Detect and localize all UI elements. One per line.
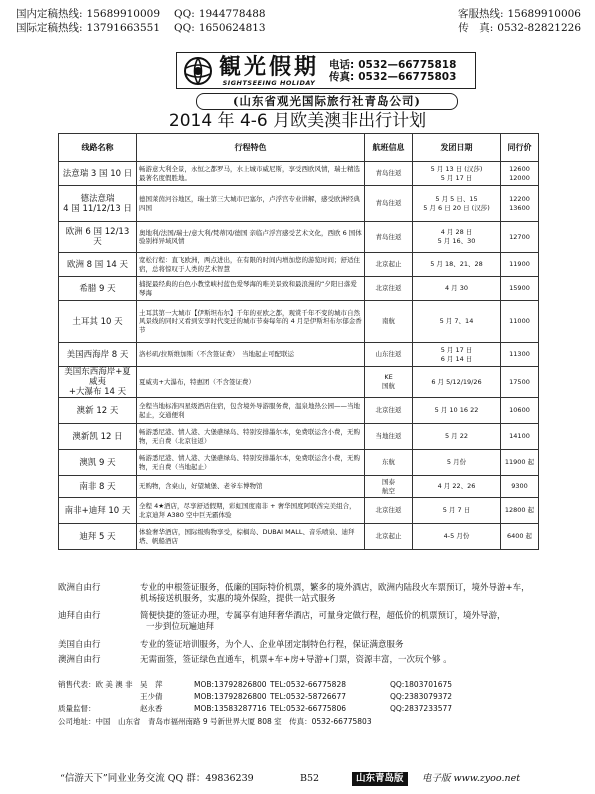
cell-line: 5 月份 [446, 458, 467, 466]
price-cell [501, 524, 539, 550]
contact-name: 王少倩 [140, 692, 163, 701]
route-name-cell [59, 253, 137, 277]
cell-line: 当地往返 [375, 432, 402, 440]
route-name-cell [59, 398, 137, 424]
price-cell [501, 424, 539, 450]
cell-line: 12200 [509, 194, 530, 203]
cell-line: 全程 4★酒店，尽享舒适假期，彩虹国度南非 + 奢华国度阿联酋完美组合，北京迪拜 A380 空中巨无霸体验 [139, 502, 356, 519]
feature-cell [137, 222, 365, 253]
cell-line: 法意瑞 3 国 10 日 [62, 168, 133, 179]
flight-cell [365, 222, 413, 253]
dates-cell [413, 186, 501, 222]
flight-cell [365, 398, 413, 424]
price-cell [501, 222, 539, 253]
fax-line [458, 22, 581, 35]
cell-line: 国泰 [382, 477, 395, 486]
cell-line: 宽松行程：直飞欧洲，两点进出，在有限的时间内增加您的游览时间；舒适住宿，总将惊叹于人类的艺术智慧 [139, 256, 360, 273]
column-header-dates: 发团日期 [413, 134, 501, 162]
cell-line: KE [384, 373, 393, 381]
fax-line-label: 传 真: [458, 22, 494, 34]
service-text-continued: 一步到位玩遍迪拜 [146, 622, 215, 632]
cell-line: 4 月 22、26 [437, 482, 476, 490]
contact-tel: TEL:0532-66775806 [270, 704, 346, 713]
table-row [59, 253, 539, 277]
international-hotline-label: 国际定稿热线: [16, 22, 83, 34]
brand-fax: 0532—66775803 [358, 70, 457, 83]
brand-contact [329, 59, 456, 83]
route-name-cell [59, 498, 137, 524]
table-row [59, 277, 539, 301]
page-footer [60, 772, 540, 786]
cell-line: 畅游悉尼港、情人港、大堡礁绿岛、特别安排墨尔本，免费联运含小费，无购物，无自费（当地起止） [139, 454, 360, 471]
contact-row [58, 679, 538, 691]
table-row [59, 301, 539, 343]
cell-line: 5 月 5 日、15 [435, 194, 478, 203]
cell-line: 欧洲 8 国 14 天 [66, 259, 129, 270]
brand-name-en: SIGHTSEEING HOLIDAY [222, 78, 316, 87]
dates-cell [413, 424, 501, 450]
cell-line: 11300 [509, 350, 530, 358]
flight-cell [365, 450, 413, 476]
table-row [59, 498, 539, 524]
cell-line: 4 月 28 日 [440, 228, 473, 236]
table-row [59, 162, 539, 186]
cell-line: 捕捉最经典的白色小教堂峡村蓝色爱琴海的唯美景致和最浪漫的“夕阳日落爱琴海 [139, 280, 357, 297]
cell-line: 4-5 月份 [443, 532, 470, 540]
cell-line: 土耳其第一大城市【伊斯坦布尔】千年的亚欧之都，观赏千年不变的城市自然风景线的同时又看到安享时代变迁的城市节奏每年的 4 月是伊斯坦布尔郁金香节 [139, 308, 362, 334]
cell-line: 5 月 17 日 [440, 345, 473, 354]
dates-cell [413, 343, 501, 367]
cell-line: 10600 [509, 406, 530, 414]
contact-row [58, 691, 538, 703]
table-body [59, 162, 539, 550]
table-row [59, 524, 539, 550]
dates-cell [413, 450, 501, 476]
feature-cell [137, 398, 365, 424]
domestic-qq: 1944778488 [198, 8, 266, 20]
feature-cell [137, 424, 365, 450]
price-cell [501, 343, 539, 367]
cell-line: 北京往返 [375, 506, 402, 514]
cell-line: 6 月 5/12/19/26 [431, 377, 482, 386]
contact-mobile: MOB:13583287716 [194, 704, 267, 713]
fax-line-number: 0532-82821226 [497, 22, 581, 34]
feature-cell [137, 343, 365, 367]
brand-logo-box [176, 52, 476, 89]
international-hotline-phone: 13791663551 [86, 22, 161, 34]
cell-line: 澳新 12 天 [76, 405, 119, 416]
cell-line: 15900 [509, 284, 530, 292]
table-row [59, 398, 539, 424]
service-text: 专业的签证培训服务，为个人、企业单团定制特色行程，保证满意服务 [140, 640, 404, 650]
price-cell [501, 162, 539, 186]
cell-line: 畅游意大利全景，永恒之都罗马，水上城市威尼斯，享受西欧风情，瑞士精选最著名度假胜地。 [139, 165, 360, 182]
flight-cell [365, 253, 413, 277]
cell-line: 9300 [511, 482, 528, 490]
flight-cell [365, 524, 413, 550]
table-row [59, 424, 539, 450]
contact-mobile: MOB:13792826800 [194, 692, 267, 701]
price-cell [501, 367, 539, 398]
dates-cell [413, 367, 501, 398]
brand-fax-label: 传真: [329, 70, 355, 83]
cell-line: 澳凯 9 天 [79, 457, 116, 468]
price-cell [501, 277, 539, 301]
feature-cell [137, 450, 365, 476]
price-cell [501, 498, 539, 524]
cell-line: 12700 [509, 232, 530, 241]
brand-name-cn: 観光假期 [219, 53, 320, 80]
cell-line: 希腊 9 天 [79, 283, 116, 294]
cell-line: 南非+迪拜 10 天 [64, 505, 131, 516]
price-cell [501, 301, 539, 343]
footer-qq-group: “信游天下”同业业务交流 QQ 群：49836239 [60, 773, 254, 784]
contact-name: 吴 萍 [140, 680, 163, 689]
feature-cell [137, 498, 365, 524]
cell-line: 全程当地标准四星级酒店住宿，包含境外导游服务费，温泉地热公园——当地起止，交通便利 [139, 402, 360, 419]
cell-line: 4 月 30 [444, 284, 469, 292]
route-name-cell [59, 476, 137, 498]
service-text: 专业的申根签证服务，低廉的国际特价机票，繁多的境外酒店，欧洲内陆段火车票预订，境外导游+车，机场接送机服务，实惠的境外保险，提供一站式服务 [140, 583, 530, 604]
table-row [59, 186, 539, 222]
dates-cell [413, 398, 501, 424]
route-name-cell [59, 343, 137, 367]
route-name-cell [59, 222, 137, 253]
service-text: 无需面签，签证绿色直通车，机票+车+房+导游+门票，资源丰富，一次玩个够 。 [140, 655, 452, 665]
cell-line: 航空 [382, 486, 395, 495]
cell-line: 12000 [509, 173, 530, 182]
column-header-feature: 行程特色 [137, 134, 365, 162]
cell-line: 12600 [509, 164, 530, 173]
service-label: 迪拜自由行 [58, 611, 101, 621]
cell-line: 11900 [509, 260, 530, 268]
dates-cell [413, 524, 501, 550]
cell-line: 美国东西海岸+夏威夷 [64, 367, 131, 387]
route-name-cell [59, 301, 137, 343]
contact-name: 赵永香 [140, 704, 163, 713]
footer-edition-badge: 山东青岛版 [352, 772, 408, 786]
price-cell [501, 253, 539, 277]
contact-block [58, 679, 538, 728]
contact-tel: TEL:0532-66775828 [270, 680, 346, 689]
price-cell [501, 398, 539, 424]
flight-cell [365, 277, 413, 301]
dates-cell [413, 277, 501, 301]
service-hotline [458, 8, 581, 21]
service-label: 美国自由行 [58, 640, 101, 650]
table-row [59, 222, 539, 253]
international-qq: 1650624813 [198, 22, 266, 34]
cell-line: 5 月 10 16 22 [434, 406, 479, 414]
contact-qq: QQ:2837233577 [390, 704, 453, 713]
cell-line: 5 月 6 日 20 日 (汉莎) [423, 203, 490, 212]
cell-line: 欧洲 6 国 12/13 天 [65, 227, 130, 247]
route-name-cell [59, 524, 137, 550]
page-title: 2014 年 4-6 月欧美澳非出行计划 [168, 111, 427, 131]
dates-cell [413, 162, 501, 186]
cell-line: 青岛往返 [375, 232, 402, 241]
route-name-cell [59, 424, 137, 450]
cell-line: 北京往返 [375, 284, 402, 292]
cell-line: 畅游悉尼港、情人港、大堡礁绿岛、特别安排墨尔本，免费联运含小费，无购物，无自费（北京往返） [139, 428, 360, 445]
sales-label: 销售代表：欧 美 澳 非 [58, 680, 133, 689]
domestic-hotline [16, 8, 266, 21]
domestic-qq-label: QQ: [174, 8, 195, 20]
contact-qq: QQ:2383079372 [390, 692, 453, 701]
cell-line: 5 月 17 日 [440, 173, 473, 182]
flight-cell [365, 476, 413, 498]
cell-line: 国航 [382, 382, 395, 390]
footer-page-number: B52 [300, 773, 320, 784]
cell-line: 青岛往返 [375, 199, 402, 207]
cell-line: 无购物，含桌山，好望城堡、老爷车博物馆 [139, 482, 263, 491]
cell-line: 山东往返 [375, 350, 402, 358]
globe-logo-icon [183, 56, 213, 86]
cell-line: 夏威夷+大瀑布，特惠团（不含签证费） [139, 377, 255, 386]
route-name-cell [59, 162, 137, 186]
cell-line: 澳新凯 12 日 [72, 431, 123, 442]
service-hotline-label: 客服热线: [457, 8, 504, 20]
column-header-flight: 航班信息 [365, 134, 413, 162]
flight-cell [365, 343, 413, 367]
contact-tel: TEL:0532-58726677 [270, 692, 346, 701]
route-name-cell [59, 450, 137, 476]
cell-line: 德法意瑞 [80, 193, 115, 204]
contact-row-qa [58, 703, 538, 715]
cell-line: 5 月 18、21、28 [430, 260, 483, 268]
brand-tel: 0532—66775818 [358, 58, 457, 71]
cell-line: 迪拜 5 天 [79, 531, 116, 542]
cell-line: +大瀑布 14 天 [68, 387, 127, 397]
feature-cell [137, 277, 365, 301]
feature-cell [137, 367, 365, 398]
cell-line: 4 国 11/12/13 日 [63, 203, 132, 214]
company-address: 公司地址：中国 山东省 青岛市福州南路 9 号新世界大厦 808 室 传真：0532-66775803 [58, 717, 372, 726]
cell-line: 土耳其 10 天 [72, 316, 123, 327]
cell-line: 11000 [509, 317, 530, 325]
domestic-hotline-label: 国内定稿热线: [16, 8, 83, 20]
domestic-hotline-phone: 15689910009 [86, 8, 161, 20]
cell-line: 5 月 7 日 [442, 506, 471, 514]
cell-line: 5 月 16、30 [437, 237, 476, 245]
dates-cell [413, 301, 501, 343]
cell-line: 奥地利/法国/瑞士/意大利/梵蒂冈/德国 亲临卢浮宫感受艺术文化，西欧 6 国体验别样异域风情 [139, 228, 362, 245]
brand-tel-label: 电话: [329, 58, 355, 71]
cell-line: 6 月 14 日 [440, 354, 473, 363]
qa-label: 质量监督： [58, 704, 96, 713]
cell-line: 13600 [509, 203, 530, 212]
feature-cell [137, 476, 365, 498]
service-text: 简便快捷的签证办理，专属享有迪拜奢华酒店，可量身定做行程，超低价的机票预订，境外导游， [140, 611, 506, 621]
cell-line: 北京往返 [375, 406, 402, 414]
route-name-cell [59, 186, 137, 222]
cell-line: 5 月 13 日 (汉莎) [430, 164, 483, 173]
international-qq-label: QQ: [174, 22, 195, 34]
cell-line: 青岛往返 [375, 169, 402, 177]
route-name-cell [59, 277, 137, 301]
agency-name: (山东省观光国际旅行社青岛公司) [196, 93, 458, 110]
cell-line: 17500 [509, 377, 530, 386]
feature-cell [137, 253, 365, 277]
cell-line: 11900 起 [504, 458, 535, 466]
table-row [59, 343, 539, 367]
dates-cell [413, 253, 501, 277]
flight-cell [365, 162, 413, 186]
price-cell [501, 450, 539, 476]
flight-cell [365, 424, 413, 450]
cell-line: 14100 [509, 432, 530, 440]
price-cell [501, 186, 539, 222]
cell-line: 南航 [382, 317, 395, 325]
cell-line: 洛杉矶/拉斯维加斯（不含签证费） 当地起止可配联运 [139, 350, 294, 359]
cell-line: 北京起止 [375, 532, 402, 540]
feature-cell [137, 524, 365, 550]
cell-line: 体验奢华酒店，国际级购物享受，棕榈岛、DUBAI MALL、音乐喷泉、迪拜塔、帆船酒店 [139, 528, 355, 545]
dates-cell [413, 498, 501, 524]
feature-cell [137, 186, 365, 222]
service-hotline-phone: 15689910006 [507, 8, 581, 20]
flight-cell [365, 301, 413, 343]
cell-line: 美国西海岸 8 天 [66, 349, 129, 360]
feature-cell [137, 162, 365, 186]
cell-line: 12800 起 [504, 506, 535, 514]
table-header-row [59, 134, 539, 162]
feature-cell [137, 301, 365, 343]
cell-line: 东航 [382, 458, 395, 466]
contact-qq: QQ:1803701675 [390, 680, 453, 689]
table-row [59, 367, 539, 398]
flight-cell [365, 498, 413, 524]
cell-line: 6400 起 [506, 532, 533, 540]
international-hotline [16, 22, 266, 35]
cell-line: 北京起止 [375, 260, 402, 268]
cell-line: 德国莱茵河谷地区，瑞士第三大城市巴塞尔，卢浮宫专业讲解，感受欧洲经典四国 [139, 195, 360, 212]
route-name-cell [59, 367, 137, 398]
cell-line: 5 月 7、14 [439, 317, 474, 325]
contact-mobile: MOB:13792826800 [194, 680, 267, 689]
service-label: 澳洲自由行 [58, 655, 101, 665]
cell-line: 5 月 22 [444, 432, 469, 440]
flight-cell [365, 186, 413, 222]
column-header-price: 同行价 [501, 134, 539, 162]
column-header-route: 线路名称 [59, 134, 137, 162]
table-row [59, 476, 539, 498]
service-label: 欧洲自由行 [58, 583, 101, 593]
footer-edition-link[interactable]: 电子版 www.zyoo.net [422, 773, 521, 784]
table-row [59, 450, 539, 476]
flight-cell [365, 367, 413, 398]
cell-line: 南非 8 天 [79, 481, 116, 492]
price-cell [501, 476, 539, 498]
dates-cell [413, 222, 501, 253]
tour-schedule-table [58, 133, 539, 550]
brand-title [219, 55, 319, 87]
dates-cell [413, 476, 501, 498]
